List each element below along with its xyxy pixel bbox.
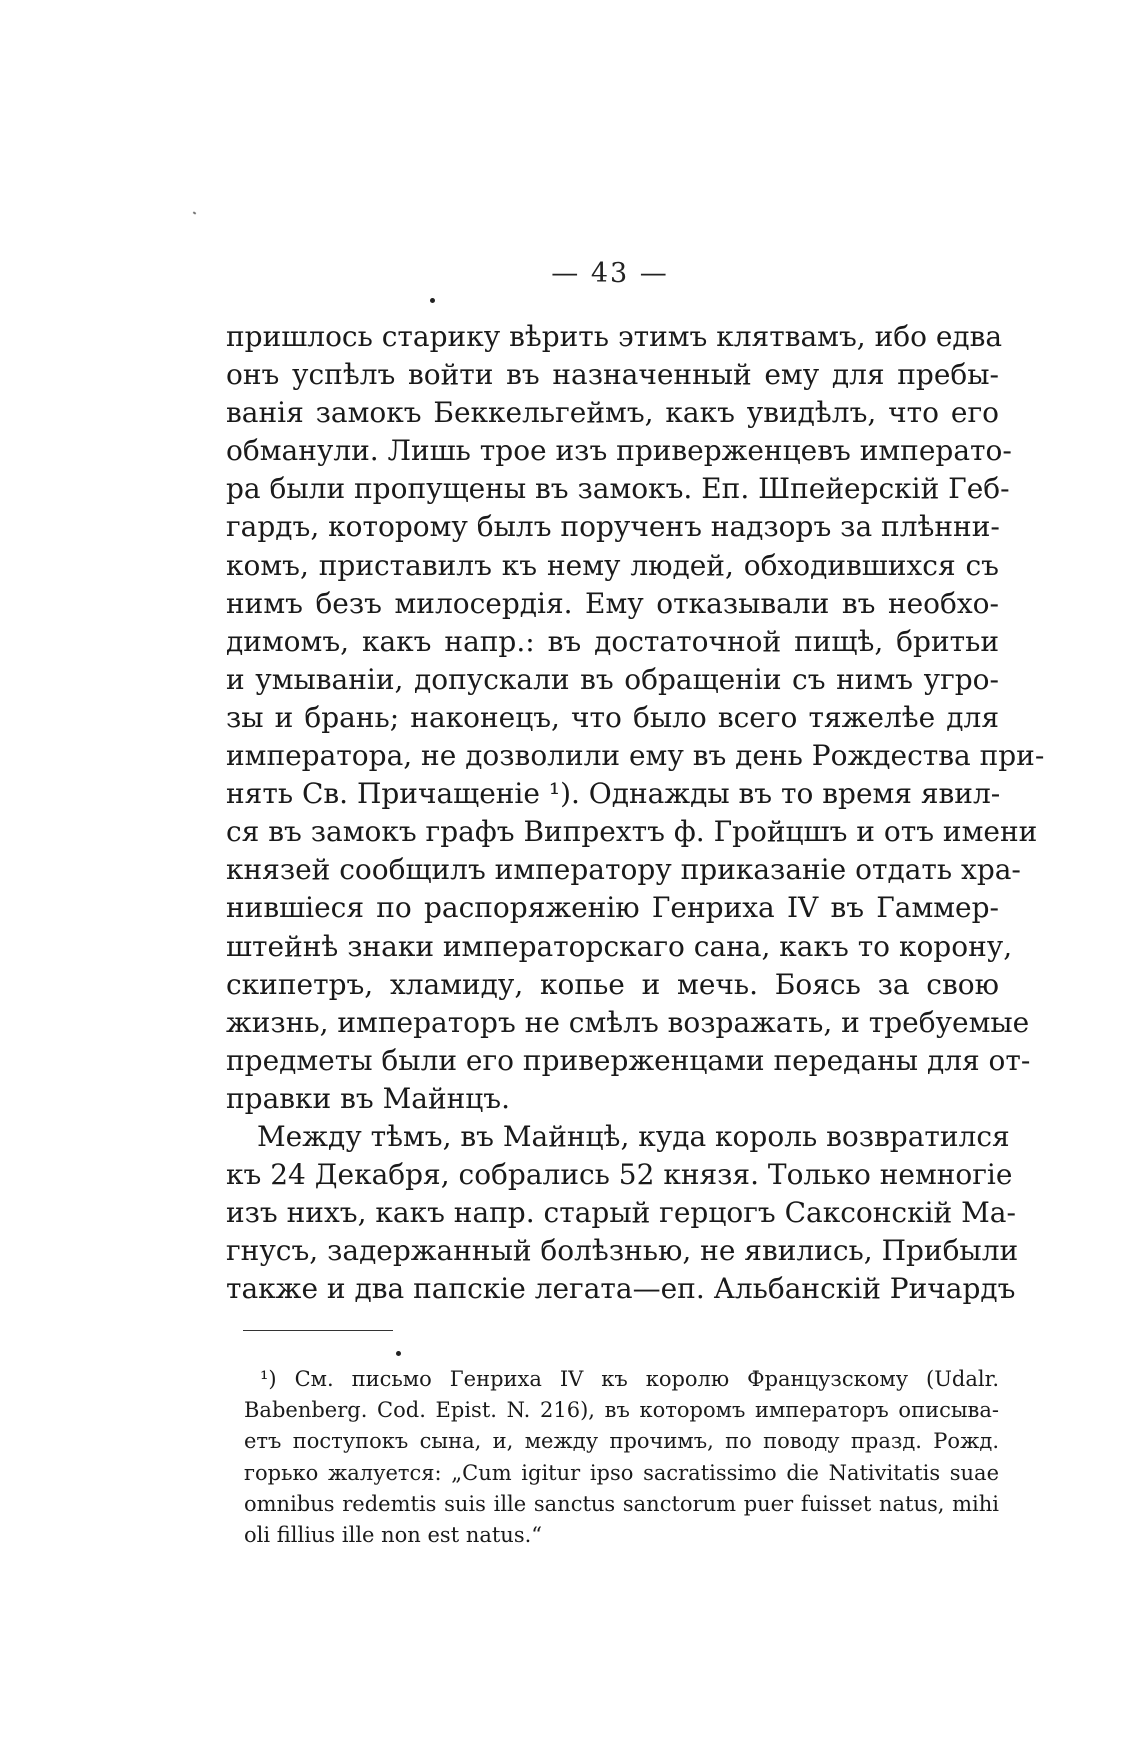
- footnote-line: Babenberg. Cod. Epist. N. 216), въ которомъ императоръ описыва-: [244, 1398, 999, 1423]
- footnote-rule: [243, 1330, 393, 1331]
- text-line: изъ нихъ, какъ напр. старый герцогъ Саксонскій Ма-: [226, 1196, 1016, 1230]
- text-line: Между тѣмъ, въ Майнцѣ, куда король возвратился: [257, 1119, 1010, 1153]
- text-line: комъ, приставилъ къ нему людей, обходившихся съ: [226, 548, 999, 582]
- text-line: гардъ, которому былъ порученъ надзоръ за плѣнни-: [226, 510, 1000, 544]
- scan-speck: [193, 211, 197, 214]
- text-line: штейнѣ знаки императорскаго сана, какъ то корону,: [226, 929, 1013, 963]
- text-line: гнусъ, задержанный болѣзнью, не явились, Прибыли: [226, 1234, 1019, 1268]
- text-line: скипетръ, хламиду, копье и мечь. Боясь за свою: [226, 967, 999, 1001]
- text-line: князей сообщилъ императору приказаніе отдать хра-: [226, 853, 1021, 887]
- text-line: также и два папскіе легата—еп. Альбанскій Ричардъ: [226, 1272, 1016, 1306]
- text-line: димомъ, какъ напр.: въ достаточной пищѣ, бритьи: [226, 624, 999, 658]
- footnote-line: ¹) См. письмо Генриха IV къ королю Французскому (Udalr.: [260, 1367, 999, 1391]
- footnote-line: omnibus redemtis suis ille sanctus sanctorum puer fuisset natus, mihi: [244, 1491, 999, 1516]
- text-line: и умываніи, допускали въ обращеніи съ нимъ угро-: [226, 662, 999, 696]
- footnote-line: горько жалуется: „Cum igitur ipso sacratissimo die Nativitatis suae: [244, 1460, 999, 1485]
- text-line: пришлось старику вѣрить этимъ клятвамъ, ибо едва: [226, 320, 1003, 353]
- text-line: нившіеся по распоряженію Генриха IV въ Гаммер-: [226, 891, 999, 925]
- text-line: зы и брань; наконецъ, что было всего тяжелѣе для: [226, 700, 999, 734]
- text-line: ся въ замокъ графъ Випрехтъ ф. Гройцшъ и отъ имени: [226, 815, 1038, 849]
- main-text: [226, 318, 1045, 1308]
- text-line: обманули. Лишь трое изъ приверженцевъ императо-: [226, 434, 1012, 468]
- text-line: нять Св. Причащеніе ¹). Однажды въ то время явил-: [226, 777, 1001, 811]
- footnote-line: oli fillius ille non est natus.“: [244, 1522, 543, 1547]
- print-dot: [396, 1351, 401, 1356]
- text-line: ра были пропущены въ замокъ. Еп. Шпейерскій Геб-: [226, 472, 1010, 506]
- footnote-line: етъ поступокъ сына, и, между прочимъ, по поводу празд. Рожд.: [244, 1429, 999, 1454]
- page-number: — 43 —: [551, 258, 669, 289]
- text-line: правки въ Майнцъ.: [226, 1081, 510, 1115]
- text-line: онъ успѣлъ войти въ назначенный ему для пребы-: [226, 358, 999, 392]
- text-line: ванія замокъ Беккельгеймъ, какъ увидѣлъ, что его: [226, 396, 999, 430]
- footnotes: [244, 1364, 999, 1551]
- text-line: предметы были его приверженцами переданы для от-: [226, 1043, 1031, 1077]
- text-line: жизнь, императоръ не смѣлъ возражать, и требуемые: [226, 1005, 1030, 1039]
- print-dot: [430, 298, 435, 303]
- text-line: императора, не дозволили ему въ день Рождества при-: [226, 739, 1045, 773]
- text-line: нимъ безъ милосердія. Ему отказывали въ необхо-: [226, 586, 999, 620]
- text-line: къ 24 Декабря, собрались 52 князя. Только немногіе: [226, 1158, 1013, 1192]
